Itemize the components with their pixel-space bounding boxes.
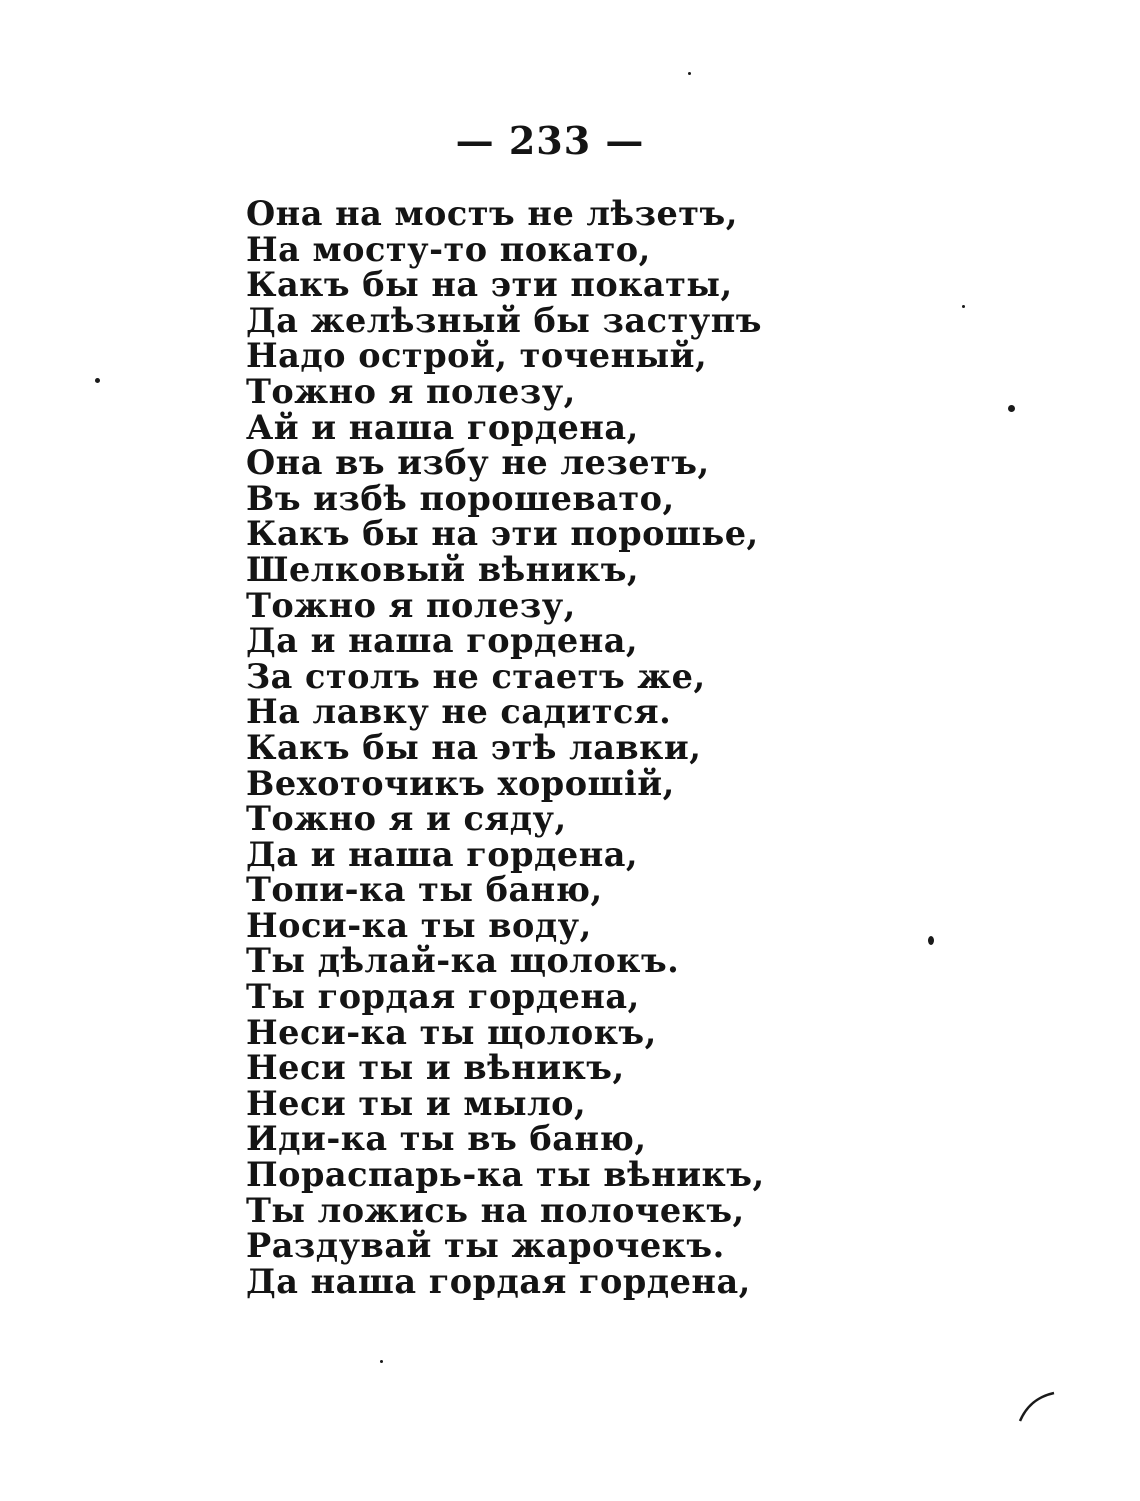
verse-line: Да наша гордая гордена, [246, 1261, 751, 1301]
scan-speck [95, 378, 100, 383]
verse-line: Какъ бы на эти покаты, [246, 265, 733, 305]
scan-speck [380, 1360, 383, 1363]
verse-line: Ты гордая гордена, [246, 977, 640, 1017]
verse-line: Тожно я полезу, [246, 371, 576, 411]
verse-line: Пораспарь-ка ты вѣникъ, [246, 1155, 765, 1195]
verse-line: Неси ты и мыло, [246, 1083, 587, 1123]
scan-speck [1008, 405, 1015, 412]
verse-line: Ты дѣлай-ка щолокъ. [246, 941, 680, 981]
verse-line: Неси-ка ты щолокъ, [246, 1012, 657, 1052]
verse-line: Иди-ка ты въ баню, [246, 1119, 647, 1159]
verse-line: Какъ бы на этѣ лавки, [246, 727, 702, 767]
verse-line: Въ избѣ порошевато, [246, 478, 675, 518]
verse-line: Да и наша гордена, [246, 621, 639, 661]
page-number: — 233 — [455, 118, 645, 163]
verse-line: Носи-ка ты воду, [246, 905, 592, 945]
verse-line: Тожно я и сяду, [246, 799, 567, 839]
verse-line: Какъ бы на эти порошье, [246, 514, 759, 554]
verse-line: Тожно я полезу, [246, 585, 576, 625]
verse-line: На лавку не садится. [246, 692, 672, 732]
verse-line: На мосту-то покато, [246, 229, 651, 269]
scan-speck [928, 936, 934, 945]
verse-line: Вехоточикъ хорошій, [246, 763, 675, 803]
scan-speck [688, 72, 691, 75]
scan-speck [962, 305, 965, 308]
verse-line: Она на мостъ не лѣзетъ, [246, 194, 738, 233]
scan-mark [1012, 1385, 1062, 1425]
verse-text [246, 196, 765, 1299]
verse-line: Ай и наша гордена, [246, 407, 639, 447]
verse-line: Раздувай ты жарочекъ. [246, 1226, 725, 1266]
verse-line: Неси ты и вѣникъ, [246, 1048, 625, 1088]
verse-line: Да и наша гордена, [246, 834, 639, 874]
verse-line: Да желѣзный бы заступъ [246, 300, 762, 340]
verse-line: За столъ не стаетъ же, [246, 656, 706, 696]
verse-line: Она въ избу не лезетъ, [246, 443, 710, 483]
verse-line: Ты ложись на полочекъ, [246, 1190, 745, 1230]
verse-line: Шелковый вѣникъ, [246, 549, 640, 589]
verse-line: Надо острой, точеный, [246, 336, 708, 376]
verse-line: Топи-ка ты баню, [246, 870, 603, 910]
